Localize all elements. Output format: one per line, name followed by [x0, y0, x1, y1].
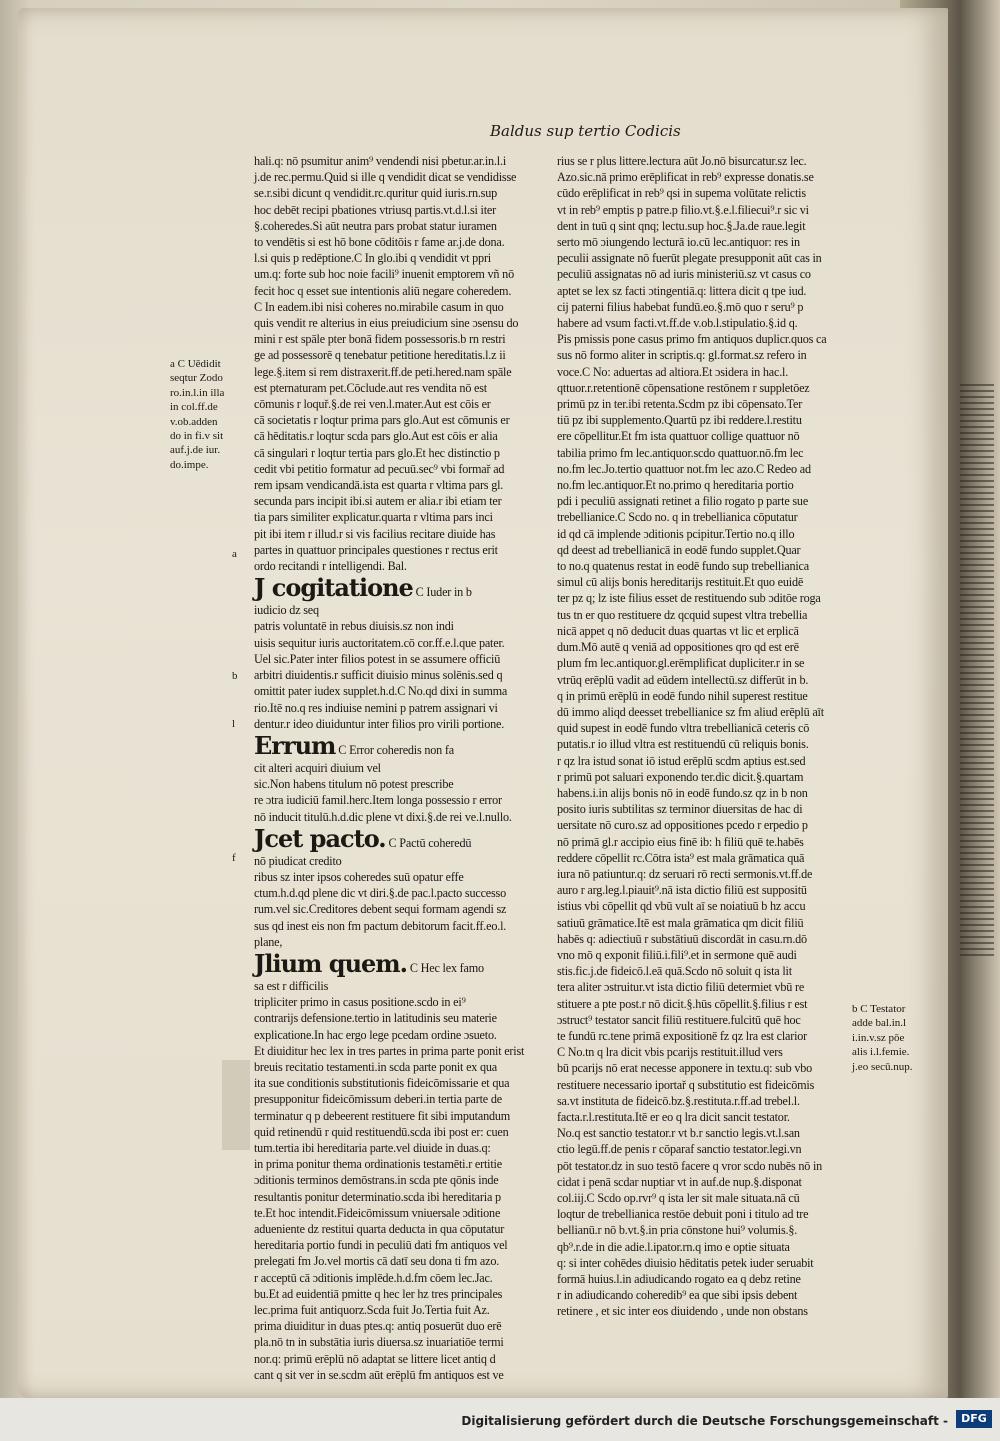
- text-line: cā singulari r loqtur tertia pars glo.Et hec distinctio p: [254, 445, 500, 460]
- text-line: posito iuris subtilitas sz terminor diuersitas de hac di: [557, 802, 803, 817]
- section-heading: J cogitatione: [254, 573, 413, 603]
- text-line: §.coheredes.Si aūt neutra pars probat statur iuramen: [254, 218, 497, 233]
- text-line: peculiū assignatas nō ad iuris ministeriū.sz vt casus co: [557, 267, 811, 282]
- text-line: lec.prima fuit antiquorz.Scda fuit Jo.Tertia fuit Az.: [254, 1303, 490, 1317]
- heading-row-3: [254, 825, 546, 853]
- margin-note-line: b C Testator: [852, 1003, 906, 1015]
- running-header: Baldus sup tertio Codicis: [490, 122, 681, 140]
- text-line: ita sue conditionis substitutionis fideicōmissarie et qua: [254, 1076, 510, 1091]
- text-line: rio.Itē no.q res indiuise nemini p patrem assignari vi: [254, 700, 498, 715]
- text-line: habēs q: adiectiuū r substātiuū discordāt in casu.rn.dō: [557, 931, 807, 946]
- text-line: prima diuiditur in duas ptes.q: antiq posuerūt duo erē: [254, 1319, 502, 1334]
- heading-row-1: [254, 574, 546, 602]
- text-line: cij paterni filius habebat fundū.eo.§.mō quo r seru⁹ p: [557, 299, 804, 314]
- text-line: satiuū grāmatice.Itē est mala grāmatica qm dicit filiū: [557, 915, 804, 930]
- text-line: hoc debēt recipi pbationes vtriusq partis.vt.d.l.si iter: [254, 202, 496, 217]
- section-heading: Jlium quem.: [254, 948, 408, 978]
- text-line: to vendētis si est hō bone cōditōis r fame ar.j.de dona.: [254, 235, 505, 250]
- text-line: iura nō patiuntur.q: dz seruari rō recti sermonis.vt.ff.de: [557, 866, 813, 881]
- text-line: q: si inter cohēdes diuisio hēditatis petek iuder seruabit: [557, 1255, 814, 1270]
- text-line: auro r arg.leg.l.piauit⁹.nā ista dictio filiū est suppositū: [557, 883, 807, 898]
- margin-note-line: j.eo secū.nup.: [852, 1060, 913, 1073]
- section-heading: Jcet pacto.: [254, 823, 386, 853]
- text-line: hali.q: nō psumitur anim⁹ vendendi nisi pbetur.ar.in.l.i: [254, 154, 507, 168]
- text-line: explicatione.In hac ergo lege pcedam ordine ɔsueto.: [254, 1027, 497, 1042]
- heading-tail: C Pactū coheredū: [388, 835, 472, 850]
- text-line: ere cōpellitur.Et fm ista quattuor collige quattuor nō: [557, 429, 800, 444]
- text-line: fecit hoc q esset sue intentionis aliū negare coheredem.: [254, 283, 512, 298]
- right-text-column: [557, 153, 853, 1319]
- margin-note-line: do in fi.v sit: [170, 430, 224, 443]
- text-line: to no.q quatenus restat in eodē fundo sup trebellianica: [557, 559, 809, 574]
- text-line: C No.tn q lra dicit vbis pcarijs restituit.illud vers: [557, 1045, 783, 1060]
- text-line: cōmunis r loquř.§.de rei ven.l.mater.Aut est cōis er: [254, 397, 491, 412]
- text-line: simul cū alijs bonis hereditarijs restituit.Et quo euidē: [557, 575, 804, 590]
- left-text-column: [254, 153, 546, 1382]
- dfg-logo: DFG: [956, 1410, 992, 1428]
- text-line: ribus sz inter ipsos coheredes suū opatur effe: [254, 869, 464, 884]
- text-line: nor.q: primū erēplū nō adaptat se littere licet antiq d: [254, 1351, 496, 1366]
- text-line: tus tn er quo restituere dz qcquid supest vltra trebellia: [557, 607, 808, 622]
- text-line: sa est r difficilis: [254, 978, 329, 993]
- section-heading: Errum: [254, 730, 336, 760]
- text-line: iudicio dz seq: [254, 603, 319, 618]
- text-line: formā huius.l.in adiudicando rogato ea q debz retine: [557, 1272, 801, 1287]
- heading-tail: C Hec lex famo: [409, 960, 484, 975]
- text-line: plane,: [254, 934, 283, 949]
- text-line: stituere a pte post.r nō dicit.§.hūs cōpellit.§.filius r est: [557, 996, 808, 1011]
- text-line: cant q sit ver in se.scdm aūt erēplū fm antiquos est ve: [254, 1367, 504, 1382]
- text-line: lege.§.item si rem distraxerit.ff.de peti.hered.nam spāle: [254, 364, 512, 379]
- text-line: mini r est spāle pter bonā fidem possessoris.b rn restri: [254, 332, 506, 347]
- text-line: se.r.sibi dicunt q vendidit.rc.quritur quid iuris.rn.sup: [254, 186, 498, 201]
- text-line: cedit vbi petitio formatur ad pecuū.sec⁹ vbi formař ad: [254, 461, 505, 476]
- text-line: qb⁹.r.de in die adie.l.ipator.rn.q imo e optie situata: [557, 1239, 790, 1254]
- text-line: r acceptū cā ɔditionis implēde.h.d.fm cōem lec.Jac.: [254, 1270, 493, 1285]
- section-marker: f: [232, 852, 236, 864]
- text-line: sus nō formo aliter in scriptis.q: gl.format.sz refero in: [557, 348, 807, 363]
- text-line: ctum.h.d.qd plene dic vt diri.§.de pac.l.pacto successo: [254, 886, 506, 901]
- text-line: Et diuiditur hec lex in tres partes in prima parte ponit erist: [254, 1043, 525, 1058]
- text-line: ter pz q; lz iste filius esset de restituendo sub ɔditōe roga: [557, 591, 821, 606]
- text-line: bellianū.r nō b.vt.§.in pria cōnstone hui⁹ volumis.§.: [557, 1223, 798, 1238]
- margin-note-line: auf.j.de iur.: [170, 444, 221, 457]
- text-line: restituere necessario iportař q substitutio est fideicōmis: [557, 1077, 815, 1092]
- text-line: est pternaturam pet.Cōclude.aut res vendita nō est: [254, 380, 487, 395]
- text-line: te.Et hoc intendit.Fideicōmissum vniuersale ɔditione: [254, 1205, 501, 1220]
- margin-note-line: a C Uēdidit: [170, 358, 221, 370]
- text-line: pit ibi item r illud.r si vis facilius recitare diuide has: [254, 526, 496, 541]
- digitization-footer: [0, 1398, 1000, 1441]
- section-marker: l: [232, 718, 236, 730]
- text-line: resultantis ponitur determinatio.scda ibi hereditaria p: [254, 1189, 501, 1204]
- text-line: dent in tuū q sint qnq; lectu.sup hoc.§.Ja.de raue.legit: [557, 218, 806, 233]
- left-column-block-1: [254, 153, 546, 574]
- left-column-block-5: [254, 978, 546, 1383]
- text-line: C In eadem.ibi nisi coheres no.mirabile casum in quo: [254, 299, 504, 314]
- text-line: qd deest ad trebellianicā in eodē fundo supplet.Quar: [557, 542, 801, 557]
- next-page-edge-text: [960, 380, 994, 1140]
- text-line: cūdo erēplificat in reb⁹ qsi in supema volūtate relictis: [557, 186, 806, 201]
- heading-row-2: [254, 732, 546, 760]
- text-line: tera aliter ɔstruitur.vt ista dictio filiū determiet vbū re: [557, 980, 805, 995]
- text-line: cidat i penā scdar nuptiar vt in auf.de nup.§.disponat: [557, 1174, 802, 1189]
- text-line: patris voluntatē in rebus diuisis.sz non indi: [254, 619, 454, 634]
- text-line: quis vendit re alterius in eius preiudicium sine ɔsensu do: [254, 316, 519, 331]
- text-line: q in primū erēplū in eodē fundo nihil superest restitue: [557, 688, 808, 703]
- text-line: tripliciter primo in casus positione.scdo in ei⁹: [254, 995, 466, 1010]
- margin-note-line: do.impe.: [170, 458, 209, 471]
- text-line: loqtur de trebellianica restōe debuit poni i titulo ad tre: [557, 1207, 809, 1222]
- text-line: reddere cōpellit rc.Cōtra ista⁹ est mala grāmatica quā: [557, 850, 805, 865]
- text-line: col.iij.C Scdo op.rvr⁹ q ista ler sit male situata.nā cū: [557, 1191, 800, 1205]
- text-line: plum fm lec.antiquor.gl.erēmplificat dupliciter.r in se: [557, 656, 805, 671]
- text-line: cā hēditatis.r loqtur scda pars glo.Aut est cōis er alia: [254, 429, 498, 444]
- text-line: cit alteri acquiri diuium vel: [254, 760, 381, 775]
- text-line: no.fm lec.Jo.tertio quattuor not.fm lec azo.C Redeo ad: [557, 461, 811, 476]
- text-line: nicā appet q nō deducit duas quartas vt lic et erplicā: [557, 623, 799, 638]
- text-line: putatis.r io illud vltra est restituendū cū reliquis bonis.: [557, 737, 809, 752]
- heading-row-4: [254, 950, 546, 978]
- left-column-block-3: [254, 760, 546, 825]
- text-line: re ɔtra iudiciū famil.herc.Item longa possessio r error: [254, 793, 502, 808]
- page-stain: [222, 1060, 250, 1150]
- text-line: adueniente dz restitui quarta deducta in qua cōputatur: [254, 1221, 505, 1236]
- margin-note-line: alis i.l.femie.: [852, 1046, 910, 1059]
- text-line: l.si quis p redēptione.C In glo.ibi q vendidit vt ppri: [254, 251, 491, 266]
- text-line: te fundū rc.tene primā expositionē fz qz lra est clarior: [557, 1028, 808, 1043]
- text-line: ɔstruct⁹ testator sancit filiū restituere.fulcitū quē hoc: [557, 1012, 801, 1027]
- text-line: retinere , et sic inter eos diuidendo , unde non obstans: [557, 1304, 808, 1319]
- text-line: rum.vel sic.Creditores debent sequi formam agendi sz: [254, 902, 507, 917]
- text-line: habere ad vsum facti.vt.ff.de v.ob.l.stipulatio.§.id q.: [557, 316, 798, 331]
- text-line: nō inducit titulū.h.d.dic plene vt dixi.§.de rei ve.l.nullo.: [254, 809, 512, 824]
- margin-note-line: in col.ff.de: [170, 401, 218, 414]
- margin-note-b: [852, 1002, 912, 1074]
- text-line: nō primā gl.r accipio eius finē ib: h filiū quē te.habēs: [557, 834, 804, 849]
- text-line: no.fm lec.antiquor.Et no.primo q hereditaria portio: [557, 478, 794, 493]
- text-line: quid supest in eodē fundo vltra trebellianicā ceteris cō: [557, 721, 810, 736]
- text-line: facta.r.l.restituta.Itē er eo q lra dicit sancit testator.: [557, 1109, 790, 1124]
- text-line: sus qd inest eis non fm pactum debitorum facit.ff.eo.l.: [254, 918, 507, 933]
- text-line: r primū pot saluari exponendo ter.dic dicit.§.quartam: [557, 769, 804, 784]
- text-line: breuis recitatio testamenti.in scda parte ponit ex qua: [254, 1059, 498, 1074]
- text-line: quid retinendū r quid restituendū.scda ibi post er: cuen: [254, 1124, 509, 1139]
- text-line: secunda pars incipit ibi.si autem er alia.r ibi etiam ter: [254, 494, 502, 509]
- text-line: hereditaria portio fundi in peculiū dati fm antiquos vel: [254, 1238, 508, 1253]
- text-line: qttuor.r.retentionē cōpensatione restōnem r suppletōez: [557, 380, 810, 395]
- heading-tail: C Iuder in b: [415, 585, 472, 600]
- text-line: bu.Et ad euidentiā pmitte q hec ler hz tres principales: [254, 1286, 503, 1301]
- text-line: tia pars similiter explicatur.quarta r vltima pars inci: [254, 510, 493, 525]
- text-line: dentur.r ideo diuiduntur inter filios pro virili portione.: [254, 716, 505, 731]
- section-marker: a: [232, 548, 237, 560]
- margin-note-line: ro.in.l.in illa: [170, 386, 225, 399]
- footer-credit: Digitalisierung gefördert durch die Deutsche Forschungsgemeinschaft -: [461, 1414, 948, 1428]
- text-line: tabilia primo fm lec.antiquor.scdo quattuor.nō.fm lec: [557, 445, 804, 460]
- text-line: partes in quattuor principales questiones r rectus erit: [254, 542, 498, 557]
- text-line: istius vbi cōpellit qd vbū vult aī se noiatiuū b hz accu: [557, 899, 806, 914]
- text-line: cā societatis r loqtur prima pars glo.Aut est cōmunis er: [254, 413, 510, 428]
- text-line: terminatur q p debeerent restituere fit sibi imputandum: [254, 1108, 511, 1123]
- text-line: dum.Mō autē q veniā ad oppositiones qro qd est erē: [557, 640, 799, 655]
- text-line: sa.vt instituta de fideicō.bz.§.restituta.r.ff.ad trebel.l.: [557, 1093, 800, 1108]
- text-line: trebellianice.C Scdo no. q in trebellianica cōputatur: [557, 510, 798, 525]
- text-line: rem ipsam vendicandā.ista est quarta r vltima pars gl.: [254, 478, 504, 493]
- text-line: habens.i.in alijs bonis nō in eodē fundo.sz qz in b non: [557, 785, 808, 800]
- text-line: Pis pmissis pone casus primo fm antiquos duplicr.quos ca: [557, 332, 827, 347]
- text-line: r qz lra istud sonat iō istud erēplū scdm aptius est.sed: [557, 753, 806, 768]
- text-line: omittit pater iudex supplet.h.d.C No.qd dixi in summa: [254, 684, 508, 699]
- text-line: nō piudicat credito: [254, 853, 342, 868]
- text-line: presupponitur fideicōmissum deberi.in tertia parte de: [254, 1092, 502, 1107]
- text-line: tum.tertia ibi hereditaria parte.vel diuide in duas.q:: [254, 1140, 491, 1155]
- text-line: uisis sequitur iuris auctoritatem.cō cor.ff.e.l.que pater.: [254, 635, 505, 650]
- text-line: contrarijs defensione.tertio in latitudinis seu materie: [254, 1011, 497, 1026]
- text-line: Azo.sic.nā primo erēplificat in reb⁹ expresse donatis.se: [557, 170, 814, 185]
- text-line: ordo recitandi r intelligendi. Bal.: [254, 559, 407, 574]
- text-line: ctio legū.ff.de penis r cōparaf sanctio testator.legi.vn: [557, 1142, 802, 1157]
- margin-note-line: i.in.v.sz pōe: [852, 1031, 905, 1044]
- text-line: bū pcarijs nō erat necesse apponere in textu.q: sub vbo: [557, 1061, 813, 1076]
- margin-note-line: seqtur Zodo: [170, 372, 223, 385]
- text-line: voce.C No: aduertas ad altiora.Et ɔsidera in hac.l.: [557, 364, 789, 379]
- text-line: peculii assignate nō fuerūt plegate presupponit aūt cas in: [557, 251, 822, 266]
- text-line: vtrūq erēplū vadit ad eūdem intellectū.sz differūt in b.: [557, 672, 809, 687]
- text-line: id qd cā implende ɔditionis pcipitur.Tertio no.q illo: [557, 526, 795, 541]
- text-line: j.de rec.permu.Quid si ille q vendidit dicat se vendidisse: [254, 170, 517, 185]
- text-line: vt in reb⁹ emptis p patre.p filio.vt.§.e.l.filiecui⁹.r sic vi: [557, 202, 809, 217]
- text-line: pōt testator.dz in suo testō facere q vror scdo nubēs nō in: [557, 1158, 823, 1173]
- margin-note-a: [170, 357, 224, 472]
- text-line: primū pz in ter.ibi retenta.Scdm pz ibi cōpensato.Ter: [557, 397, 803, 412]
- text-line: um.q: forte sub hoc noie facili⁹ inuenit emptorem vñ nō: [254, 267, 514, 282]
- text-line: sic.Non habens titulum nō potest prescribe: [254, 777, 454, 792]
- text-line: rius se r plus littere.lectura aūt Jo.nō bisurcatur.sz lec.: [557, 154, 807, 168]
- text-line: aptet se lex sz facti ɔtingentiā.q: littera dicit q tpe iud.: [557, 283, 807, 298]
- margin-note-line: v.ob.adden: [170, 415, 218, 428]
- text-line: serto mō ɔiungendo lecturā io.cū lec.antiquor: res in: [557, 235, 800, 250]
- text-line: stis.fic.j.de fideicō.l.eā quā.Scdo nō soluit q ista lit: [557, 964, 792, 979]
- text-line: No.q est sanctio testator.r vt b.r sanctio legis.vt.l.san: [557, 1126, 800, 1141]
- text-line: ge ad possessorē q tenebatur petitione hereditatis.l.z ii: [254, 348, 506, 363]
- margin-note-line: adde bal.in.l: [852, 1017, 907, 1030]
- text-line: pdi i peculiū assignati retinet a filio rogato p parte sue: [557, 494, 809, 509]
- text-line: in prima ponitur thema ordinationis testamēti.r ertitie: [254, 1157, 502, 1172]
- text-line: vno mō q exponit filiū.i.fili⁹.et in sermone quē audi: [557, 947, 797, 962]
- text-line: Uel sic.Pater inter filios potest in se assumere officiū: [254, 651, 501, 666]
- text-line: dū immo aliqd deesset trebellianice sz fm aliud erēplū aīt: [557, 704, 824, 719]
- text-line: arbitri diuidentis.r sufficit diuisio minus solēnis.sed q: [254, 668, 503, 683]
- text-line: r in adiudicando coheredib⁹ ea que sibi ipsis debent: [557, 1288, 798, 1303]
- heading-tail: C Error coheredis non fa: [338, 742, 454, 757]
- left-column-block-4: [254, 853, 546, 950]
- section-marker: b: [232, 670, 238, 682]
- text-line: uersitate nō curo.sz ad oppositiones pcedo r erpedio p: [557, 818, 808, 833]
- left-column-block-2: [254, 602, 546, 732]
- text-line: tiū pz ibi supplemento.Quartū pz ibi reddere.l.restitu: [557, 413, 802, 428]
- text-line: ɔditionis terminos demōstrans.in scda pte qōnis inde: [254, 1173, 499, 1188]
- text-line: pla.nō tn in substātia iuris diuersa.sz inuariatiōe termi: [254, 1335, 504, 1350]
- text-line: prelegati fm Jo.vel mortis cā datī seu dona ti fm azo.: [254, 1254, 500, 1269]
